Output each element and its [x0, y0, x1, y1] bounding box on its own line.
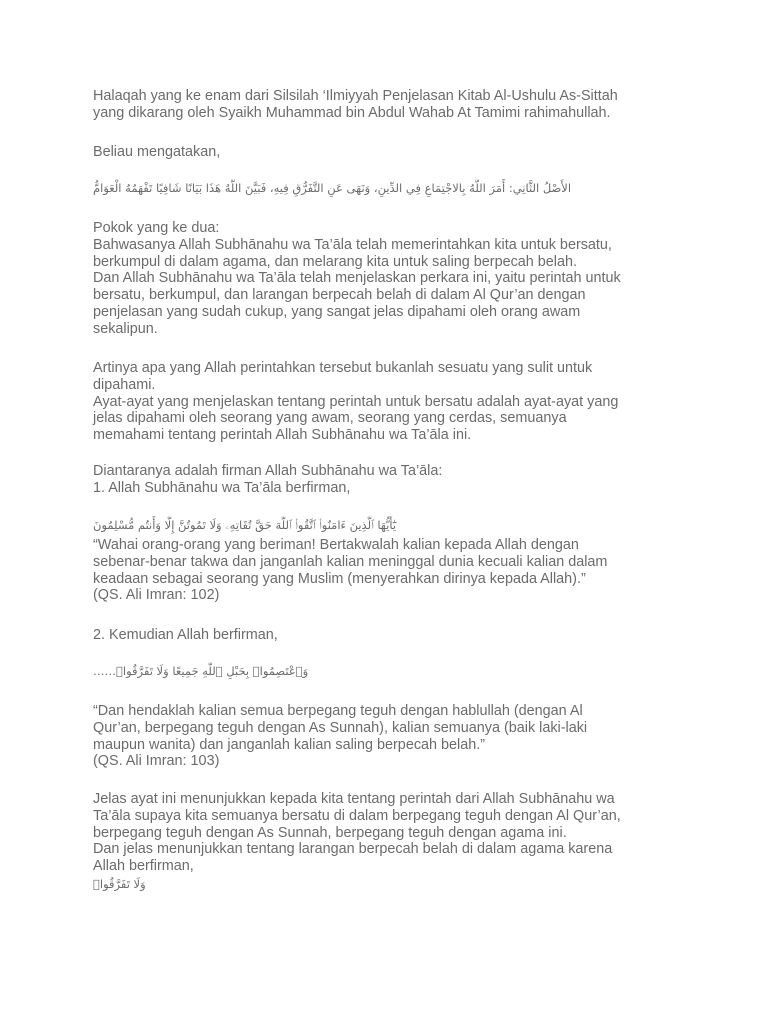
kemudian-paragraph	[93, 627, 693, 644]
pokok-line: berkumpul di dalam agama, dan melarang kita untuk saling berpecah belah.	[93, 253, 577, 270]
diantaranya-line: Diantaranya adalah firman Allah Subhānahu wa Ta’āla:	[93, 463, 443, 479]
translation-line: keadaan sebagai seorang yang Muslim (menyerahkan dirinya kepada Allah).”	[93, 570, 586, 587]
pokok-paragraph	[93, 220, 693, 338]
jelas-line: Dan jelas menunjukkan tentang larangan berpecah belah di dalam agama karena	[93, 841, 613, 858]
jelas-line: Ta’āla supaya kita semuanya bersatu di dalam berpegang teguh dengan Al Qur’an,	[93, 807, 621, 824]
jelas-line: Allah berfirman,	[93, 858, 194, 875]
diantaranya-line: 1. Allah Subhānahu wa Ta’āla berfirman,	[93, 479, 351, 496]
artinya-line: Artinya apa yang Allah perintahkan tersebut bukanlah sesuatu yang sulit untuk	[93, 360, 593, 376]
pokok-line: bersatu, berkumpul, dan larangan berpecah belah di dalam Al Qur’an dengan	[93, 287, 586, 304]
pokok-line: sekalipun.	[93, 320, 158, 337]
translation-line: maupun wanita) dan janganlah kalian saling berpecah belah.”	[93, 736, 486, 753]
translation-103-paragraph	[93, 703, 693, 770]
diantaranya-paragraph	[93, 463, 693, 497]
jelas-paragraph	[93, 791, 693, 875]
intro-line: yang dikarang oleh Syaikh Muhammad bin Abdul Wahab At Tamimi rahimahullah.	[93, 104, 611, 121]
translation-line: (QS. Ali Imran: 102)	[93, 587, 220, 604]
artinya-line: jelas dipahami oleh seorang yang awam, seorang yang cerdas, semuanya	[93, 410, 567, 427]
artinya-line: Ayat-ayat yang menjelaskan tentang perintah untuk bersatu adalah ayat-ayat yang	[93, 393, 619, 410]
artinya-line: memahami tentang perintah Allah Subhānahu wa Ta’āla ini.	[93, 427, 472, 444]
arabic-la-tafarraqu: وَلَا تَفَرَّقُوا۟	[93, 877, 146, 891]
arabic-text-pokok: الأَصْلُ الثَّانِي: أَمَرَ اللَّهُ بِالاجْتِمَاعِ فِي الدِّينِ، وَنَهَى عَنِ التَّفَرُّقِ فِيهِ، فَبَيَّنَ اللَّهُ هَذَا بَيَانًا شَافِيًا تَفْهَمُهُ الْعَوَامُّ	[93, 181, 572, 195]
translation-line: sebenar-benar takwa dan janganlah kalian meninggal dunia kecuali kalian dalam	[93, 553, 608, 570]
translation-line: “Dan hendaklah kalian semua berpegang teguh dengan hablullah (dengan Al	[93, 703, 583, 719]
kemudian-line: 2. Kemudian Allah berfirman,	[93, 627, 278, 643]
translation-line: (QS. Ali Imran: 103)	[93, 753, 220, 770]
translation-line: Qur’an, berpegang teguh dengan As Sunnah), kalian semuanya (baik laki-laki	[93, 719, 588, 736]
translation-line: “Wahai orang-orang yang beriman! Bertakwalah kalian kepada Allah dengan	[93, 537, 579, 553]
beliau-paragraph	[93, 144, 693, 161]
intro-line: Halaqah yang ke enam dari Silsilah ‘Ilmiyyah Penjelasan Kitab Al-Ushulu As-Sittah	[93, 88, 618, 104]
pokok-line: penjelasan yang sudah cukup, yang sangat jelas dipahami oleh orang awam	[93, 303, 581, 320]
pokok-line: Bahwasanya Allah Subhānahu wa Ta’āla telah memerintahkan kita untuk bersatu,	[93, 236, 612, 253]
artinya-paragraph	[93, 360, 693, 444]
jelas-line: berpegang teguh dengan As Sunnah, berpegang teguh dengan agama ini.	[93, 824, 567, 841]
translation-102-paragraph	[93, 537, 693, 604]
arabic-ayat-imran-103: وَٱعْتَصِمُوا۟ بِحَبْلِ ٱللَّهِ جَمِيعًا وَلَا تَفَرَّقُوا۟……	[93, 664, 309, 678]
pokok-line: Dan Allah Subhānahu wa Ta’āla telah menjelaskan perkara ini, yaitu perintah untuk	[93, 270, 621, 287]
beliau-line: Beliau mengatakan,	[93, 144, 221, 160]
arabic-ayat-imran-102: يَٰٓأَيُّهَا ٱلَّذِينَ ءَامَنُوا۟ ٱتَّقُوا۟ ٱللَّهَ حَقَّ تُقَاتِهِۦ وَلَا تَمُوتُنَّ إِلَّا وَأَنتُم مُّسْلِمُونَ	[93, 518, 397, 532]
intro-paragraph	[93, 88, 693, 122]
pokok-line: Pokok yang ke dua:	[93, 220, 220, 236]
artinya-line: dipahami.	[93, 376, 156, 393]
jelas-line: Jelas ayat ini menunjukkan kepada kita tentang perintah dari Allah Subhānahu wa	[93, 791, 615, 807]
